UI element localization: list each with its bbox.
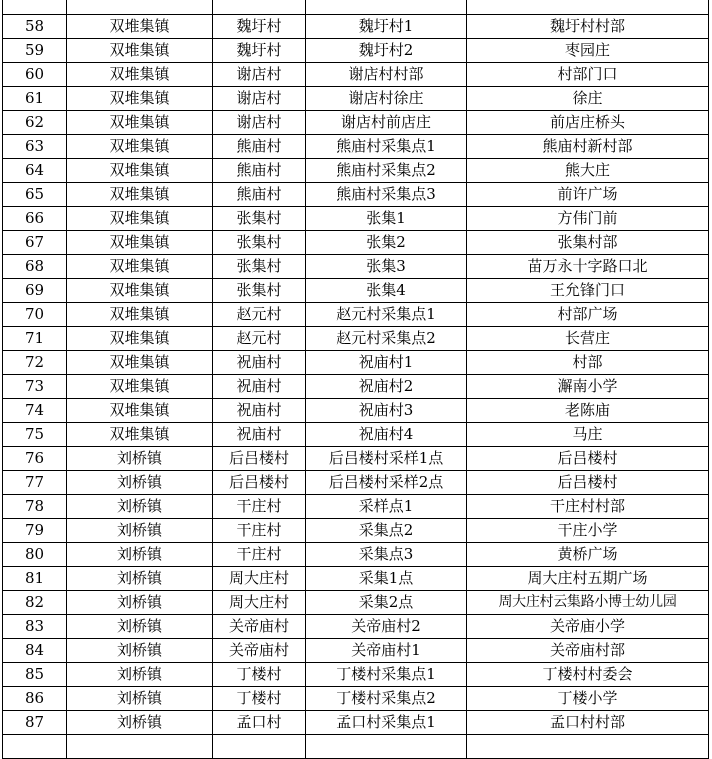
table-row — [3, 447, 709, 471]
town-cell[interactable]: 双堆集镇 — [67, 423, 213, 447]
row-number-cell[interactable]: 64 — [3, 159, 67, 183]
location-cell[interactable]: 前许广场 — [467, 183, 709, 207]
village-cell[interactable]: 后吕楼村 — [213, 447, 306, 471]
sampling-point-cell[interactable]: 张集2 — [306, 231, 467, 255]
table-row — [3, 279, 709, 303]
town-cell[interactable]: 双堆集镇 — [67, 207, 213, 231]
location-cell[interactable]: 魏圩村村部 — [467, 15, 709, 39]
location-cell[interactable]: 枣园庄 — [467, 39, 709, 63]
row-number-cell[interactable]: 84 — [3, 639, 67, 663]
row-number-cell[interactable]: 81 — [3, 567, 67, 591]
row-number-cell[interactable]: 73 — [3, 375, 67, 399]
location-cell[interactable]: 后吕楼村 — [467, 471, 709, 495]
town-cell[interactable]: 刘桥镇 — [67, 639, 213, 663]
town-cell[interactable]: 刘桥镇 — [67, 543, 213, 567]
village-cell[interactable]: 孟口村 — [213, 711, 306, 735]
town-cell[interactable]: 双堆集镇 — [67, 303, 213, 327]
town-cell[interactable]: 刘桥镇 — [67, 495, 213, 519]
location-cell[interactable]: 张集村部 — [467, 231, 709, 255]
table-row — [3, 351, 709, 375]
town-cell[interactable]: 双堆集镇 — [67, 63, 213, 87]
row-number-cell[interactable]: 78 — [3, 495, 67, 519]
sampling-point-cell[interactable]: 祝庙村1 — [306, 351, 467, 375]
town-cell[interactable]: 双堆集镇 — [67, 111, 213, 135]
row-number-cell[interactable]: 66 — [3, 207, 67, 231]
row-number-cell[interactable]: 59 — [3, 39, 67, 63]
village-cell[interactable]: 熊庙村 — [213, 135, 306, 159]
sampling-point-cell[interactable]: 祝庙村4 — [306, 423, 467, 447]
sampling-point-cell[interactable]: 关帝庙村1 — [306, 639, 467, 663]
row-number-cell[interactable]: 76 — [3, 447, 67, 471]
sampling-point-cell[interactable]: 魏圩村2 — [306, 39, 467, 63]
table-row — [3, 231, 709, 255]
town-cell[interactable]: 刘桥镇 — [67, 711, 213, 735]
table-row — [3, 663, 709, 687]
village-cell[interactable]: 熊庙村 — [213, 183, 306, 207]
location-cell[interactable]: 长营庄 — [467, 327, 709, 351]
town-cell[interactable]: 刘桥镇 — [67, 591, 213, 615]
location-cell[interactable]: 熊庙村新村部 — [467, 135, 709, 159]
town-cell[interactable]: 双堆集镇 — [67, 279, 213, 303]
row-number-cell[interactable]: 72 — [3, 351, 67, 375]
row-number-cell[interactable]: 82 — [3, 591, 67, 615]
table-row — [3, 399, 709, 423]
table-row — [3, 207, 709, 231]
table-row — [3, 639, 709, 663]
location-cell[interactable]: 澥南小学 — [467, 375, 709, 399]
town-cell[interactable] — [67, 0, 213, 15]
row-number-cell[interactable]: 67 — [3, 231, 67, 255]
sampling-point-cell[interactable]: 采集点2 — [306, 519, 467, 543]
village-cell[interactable]: 祝庙村 — [213, 375, 306, 399]
town-cell[interactable]: 刘桥镇 — [67, 471, 213, 495]
town-cell[interactable]: 双堆集镇 — [67, 135, 213, 159]
location-cell[interactable]: 苗万永十字路口北 — [467, 255, 709, 279]
location-cell[interactable]: 丁楼小学 — [467, 687, 709, 711]
row-number-cell[interactable] — [3, 735, 67, 759]
sampling-point-cell[interactable]: 熊庙村采集点2 — [306, 159, 467, 183]
village-cell[interactable]: 张集村 — [213, 207, 306, 231]
sampling-point-cell[interactable]: 赵元村采集点2 — [306, 327, 467, 351]
town-cell[interactable]: 刘桥镇 — [67, 663, 213, 687]
sampling-point-cell[interactable]: 谢店村徐庄 — [306, 87, 467, 111]
row-number-cell[interactable]: 79 — [3, 519, 67, 543]
village-cell[interactable]: 周大庄村 — [213, 567, 306, 591]
sampling-point-cell[interactable]: 采样点1 — [306, 495, 467, 519]
table-row — [3, 15, 709, 39]
table-row — [3, 591, 709, 615]
village-cell[interactable]: 周大庄村 — [213, 591, 306, 615]
sampling-point-cell[interactable]: 采集点3 — [306, 543, 467, 567]
location-cell[interactable]: 村部广场 — [467, 303, 709, 327]
row-number-cell[interactable]: 75 — [3, 423, 67, 447]
table-row — [3, 303, 709, 327]
location-cell[interactable]: 方伟门前 — [467, 207, 709, 231]
village-cell[interactable]: 谢店村 — [213, 63, 306, 87]
row-number-cell[interactable]: 86 — [3, 687, 67, 711]
row-number-cell[interactable] — [3, 0, 67, 15]
table-row — [3, 519, 709, 543]
sampling-point-cell[interactable]: 采集1点 — [306, 567, 467, 591]
town-cell[interactable]: 双堆集镇 — [67, 39, 213, 63]
table-row — [3, 87, 709, 111]
location-cell[interactable] — [467, 735, 709, 759]
location-cell[interactable]: 村部 — [467, 351, 709, 375]
table-row — [3, 471, 709, 495]
table-row — [3, 39, 709, 63]
row-number-cell[interactable]: 71 — [3, 327, 67, 351]
spreadsheet-area — [2, 0, 709, 759]
sampling-point-cell[interactable]: 关帝庙村2 — [306, 615, 467, 639]
location-cell[interactable]: 关帝庙村部 — [467, 639, 709, 663]
sampling-point-cell[interactable]: 谢店村前店庄 — [306, 111, 467, 135]
village-cell[interactable]: 张集村 — [213, 255, 306, 279]
town-cell[interactable]: 双堆集镇 — [67, 87, 213, 111]
sampling-point-cell[interactable]: 后吕楼村采样1点 — [306, 447, 467, 471]
location-cell[interactable]: 干庄小学 — [467, 519, 709, 543]
table-row — [3, 63, 709, 87]
town-cell[interactable]: 双堆集镇 — [67, 183, 213, 207]
town-cell[interactable]: 双堆集镇 — [67, 255, 213, 279]
location-cell[interactable]: 徐庄 — [467, 87, 709, 111]
location-cell[interactable]: 黄桥广场 — [467, 543, 709, 567]
row-number-cell[interactable]: 63 — [3, 135, 67, 159]
town-cell[interactable]: 双堆集镇 — [67, 231, 213, 255]
location-cell[interactable]: 周大庄村云集路小博士幼儿园 — [467, 591, 709, 615]
table-row — [3, 159, 709, 183]
town-cell[interactable]: 双堆集镇 — [67, 399, 213, 423]
table-row — [3, 255, 709, 279]
row-number-cell[interactable]: 80 — [3, 543, 67, 567]
town-cell[interactable]: 刘桥镇 — [67, 687, 213, 711]
table-row — [3, 615, 709, 639]
sampling-point-cell[interactable]: 采集2点 — [306, 591, 467, 615]
table-row — [3, 687, 709, 711]
village-cell[interactable]: 祝庙村 — [213, 399, 306, 423]
table-row — [3, 543, 709, 567]
location-cell[interactable]: 干庄村村部 — [467, 495, 709, 519]
town-cell[interactable]: 双堆集镇 — [67, 159, 213, 183]
sampling-point-cell[interactable]: 魏圩村1 — [306, 15, 467, 39]
row-number-cell[interactable]: 60 — [3, 63, 67, 87]
village-cell[interactable]: 干庄村 — [213, 543, 306, 567]
village-cell[interactable]: 丁楼村 — [213, 663, 306, 687]
row-number-cell[interactable]: 62 — [3, 111, 67, 135]
table-row — [3, 735, 709, 759]
table-row — [3, 495, 709, 519]
row-number-cell[interactable]: 70 — [3, 303, 67, 327]
sampling-point-cell[interactable]: 熊庙村采集点1 — [306, 135, 467, 159]
table-row — [3, 183, 709, 207]
sampling-point-cell[interactable]: 后吕楼村采样2点 — [306, 471, 467, 495]
row-number-cell[interactable]: 83 — [3, 615, 67, 639]
location-cell[interactable]: 村部门口 — [467, 63, 709, 87]
village-cell[interactable] — [213, 0, 306, 15]
village-cell[interactable]: 祝庙村 — [213, 351, 306, 375]
sampling-point-cell[interactable]: 张集4 — [306, 279, 467, 303]
town-cell[interactable]: 双堆集镇 — [67, 375, 213, 399]
sampling-point-cell[interactable]: 张集3 — [306, 255, 467, 279]
location-cell[interactable]: 关帝庙小学 — [467, 615, 709, 639]
row-number-cell[interactable]: 87 — [3, 711, 67, 735]
sampling-point-cell[interactable] — [306, 0, 467, 15]
town-cell[interactable]: 刘桥镇 — [67, 615, 213, 639]
location-cell[interactable] — [467, 0, 709, 15]
row-number-cell[interactable]: 69 — [3, 279, 67, 303]
village-cell[interactable]: 赵元村 — [213, 327, 306, 351]
village-cell[interactable]: 魏圩村 — [213, 15, 306, 39]
sampling-point-cell[interactable]: 丁楼村采集点2 — [306, 687, 467, 711]
village-cell[interactable]: 关帝庙村 — [213, 639, 306, 663]
village-cell[interactable]: 干庄村 — [213, 495, 306, 519]
location-cell[interactable]: 马庄 — [467, 423, 709, 447]
sampling-point-cell[interactable]: 孟口村采集点1 — [306, 711, 467, 735]
sampling-point-cell[interactable]: 张集1 — [306, 207, 467, 231]
sampling-point-cell[interactable] — [306, 735, 467, 759]
village-cell[interactable]: 关帝庙村 — [213, 615, 306, 639]
sampling-point-cell[interactable]: 熊庙村采集点3 — [306, 183, 467, 207]
town-cell[interactable]: 双堆集镇 — [67, 15, 213, 39]
row-number-cell[interactable]: 85 — [3, 663, 67, 687]
sampling-point-cell[interactable]: 祝庙村3 — [306, 399, 467, 423]
town-cell[interactable]: 刘桥镇 — [67, 447, 213, 471]
table-row — [3, 327, 709, 351]
location-cell[interactable]: 老陈庙 — [467, 399, 709, 423]
table-row — [3, 111, 709, 135]
row-number-cell[interactable]: 74 — [3, 399, 67, 423]
row-number-cell[interactable]: 58 — [3, 15, 67, 39]
location-cell[interactable]: 周大庄村五期广场 — [467, 567, 709, 591]
village-cell[interactable]: 谢店村 — [213, 87, 306, 111]
table-row — [3, 0, 709, 15]
village-cell[interactable]: 张集村 — [213, 279, 306, 303]
table-row — [3, 375, 709, 399]
sampling-point-cell[interactable]: 谢店村村部 — [306, 63, 467, 87]
row-number-cell[interactable]: 77 — [3, 471, 67, 495]
table-row — [3, 423, 709, 447]
village-cell[interactable]: 谢店村 — [213, 111, 306, 135]
village-cell[interactable]: 后吕楼村 — [213, 471, 306, 495]
town-cell[interactable] — [67, 735, 213, 759]
village-cell[interactable]: 魏圩村 — [213, 39, 306, 63]
town-cell[interactable]: 双堆集镇 — [67, 327, 213, 351]
sampling-point-cell[interactable]: 赵元村采集点1 — [306, 303, 467, 327]
sampling-point-table — [2, 0, 709, 759]
row-number-cell[interactable]: 68 — [3, 255, 67, 279]
village-cell[interactable]: 丁楼村 — [213, 687, 306, 711]
village-cell[interactable]: 熊庙村 — [213, 159, 306, 183]
location-cell[interactable]: 王允锋门口 — [467, 279, 709, 303]
village-cell[interactable]: 祝庙村 — [213, 423, 306, 447]
location-cell[interactable]: 后吕楼村 — [467, 447, 709, 471]
row-number-cell[interactable]: 61 — [3, 87, 67, 111]
location-cell[interactable]: 前店庄桥头 — [467, 111, 709, 135]
town-cell[interactable]: 刘桥镇 — [67, 567, 213, 591]
village-cell[interactable] — [213, 735, 306, 759]
town-cell[interactable]: 刘桥镇 — [67, 519, 213, 543]
village-cell[interactable]: 张集村 — [213, 231, 306, 255]
location-cell[interactable]: 熊大庄 — [467, 159, 709, 183]
town-cell[interactable]: 双堆集镇 — [67, 351, 213, 375]
sampling-point-cell[interactable]: 祝庙村2 — [306, 375, 467, 399]
table-row — [3, 567, 709, 591]
row-number-cell[interactable]: 65 — [3, 183, 67, 207]
table-row — [3, 135, 709, 159]
sampling-point-cell[interactable]: 丁楼村采集点1 — [306, 663, 467, 687]
table-body — [3, 0, 709, 759]
location-cell[interactable]: 丁楼村村委会 — [467, 663, 709, 687]
village-cell[interactable]: 赵元村 — [213, 303, 306, 327]
village-cell[interactable]: 干庄村 — [213, 519, 306, 543]
location-cell[interactable]: 孟口村村部 — [467, 711, 709, 735]
